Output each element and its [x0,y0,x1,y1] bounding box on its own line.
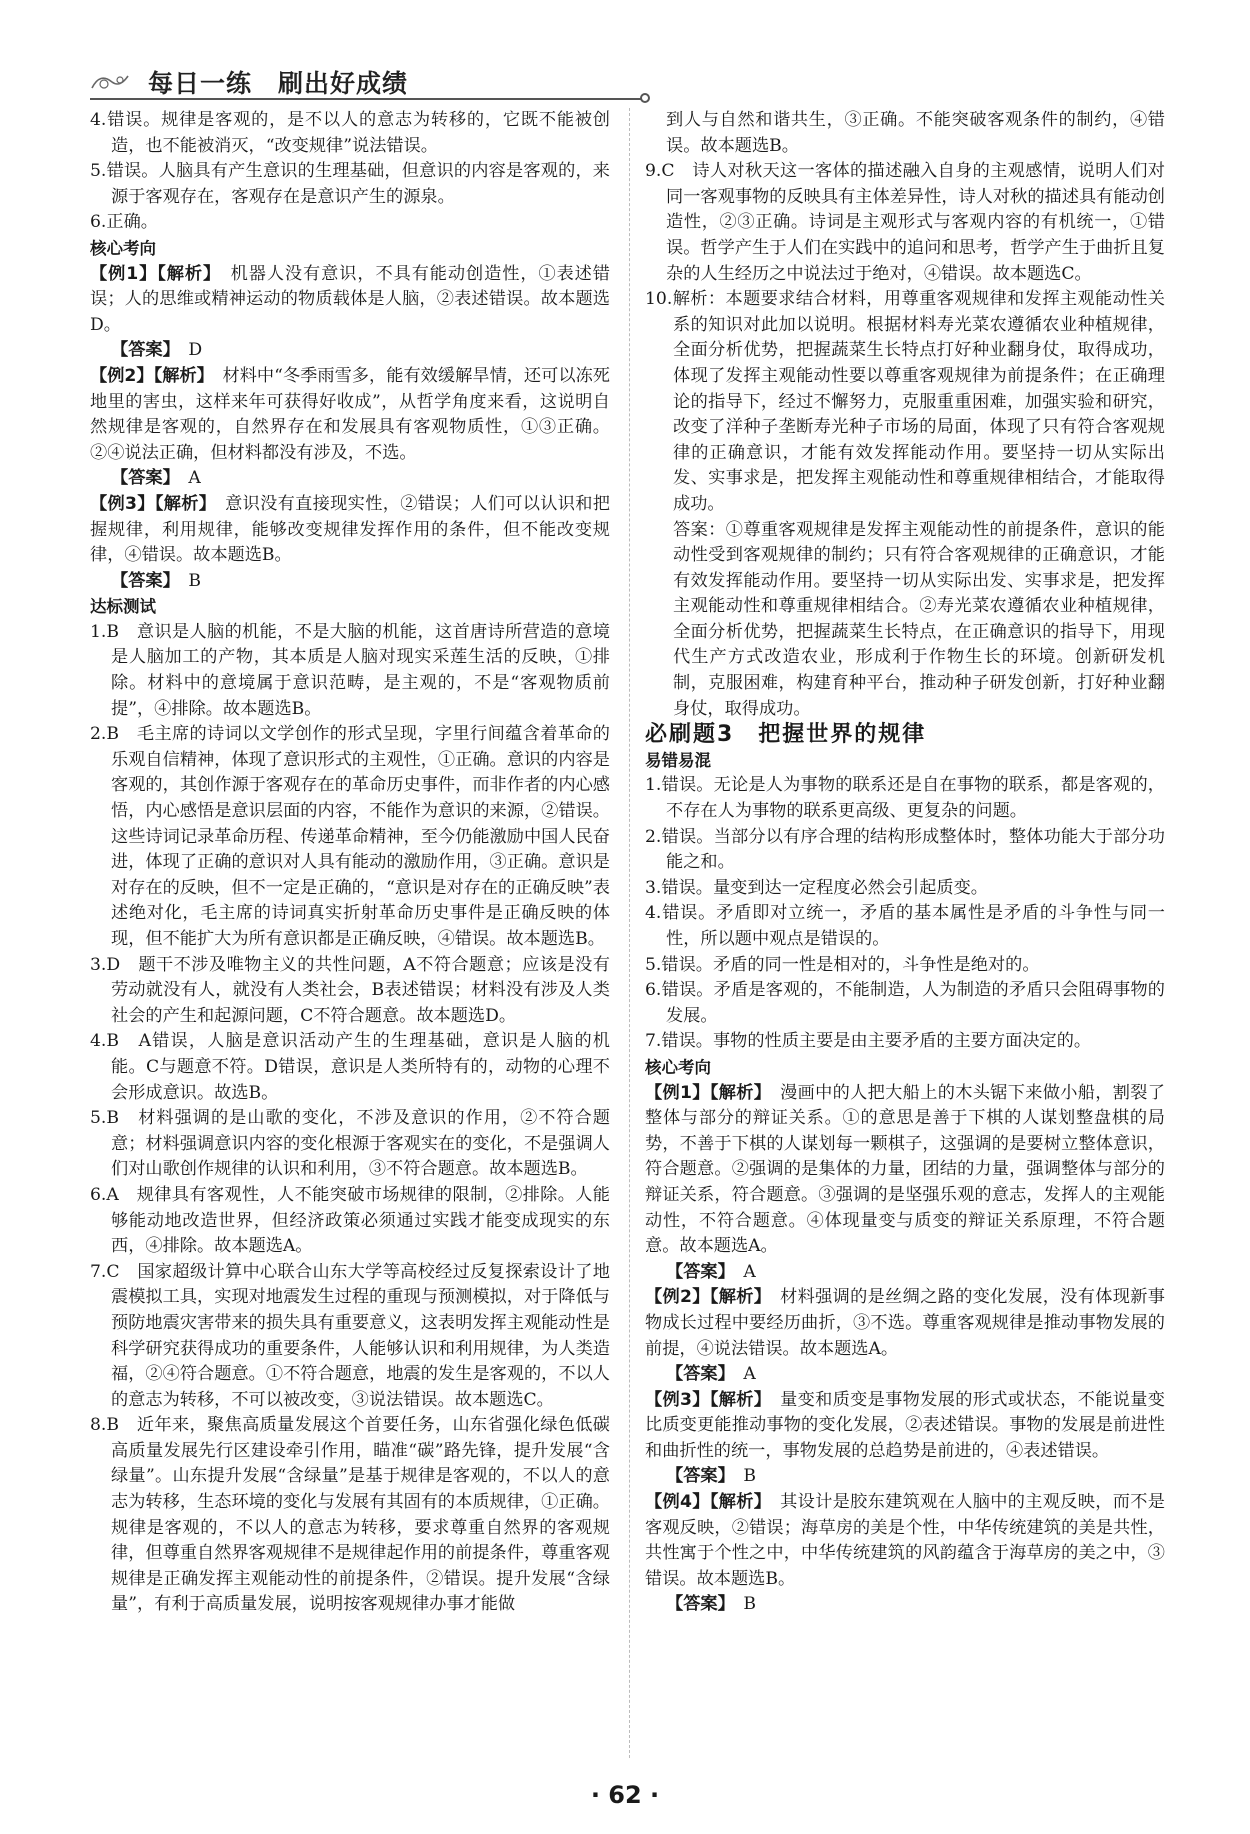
column-divider [629,108,630,1758]
error-item-1: 1.错误。无论是人为事物的联系还是自在事物的联系，都是客观的，不存在人为事物的联系更高级、更复杂的问题。 [645,775,1165,822]
intro-item-5: 5.错误。人脑具有产生意识的生理基础，但意识的内容是客观的，来源于客观存在，客观存在是意识产生的源泉。 [90,161,610,207]
section-heading-core: 核心考向 [90,238,156,258]
right-example-4: 【例4】【解析】 其设计是胶东建筑观在人脑中的主观反映，而不是客观反映，②错误；海草房的美是个性，中华传统建筑的美是共性，共性寓于个性之中，中华传统建筑的风韵蕴含于海草房的美之中，③错误。故本题选B。 [645,1492,1165,1589]
left-example-2: 【例2】【解析】 材料中“冬季雨雪多，能有效缓解旱情，还可以冻死地里的害虫，这样来年可获得好收成”，从哲学角度来看，这说明自然规律是客观的，自然界存在和发展具有客观物质性，①③正确。②④说法正确，但材料都没有涉及，不选。 [90,365,610,463]
right-example-1: 【例1】【解析】 漫画中的人把大船上的木头锯下来做小船，割裂了整体与部分的辩证关系。①的意思是善于下棋的人谋划整盘棋的局势，不善于下棋的人谋划每一颗棋子，这强调的是要树立整体意识，符合题意。②强调的是集体的力量，团结的力量，强调整体与部分的辩证关系，符合题意。③强调的是坚强乐观的意志，发挥人的主观能动性，不符合题意。④体现量变与质变的辩证关系原理，不符合题意。故本题选A。 [645,1082,1165,1257]
section-heading-core-right: 核心考向 [645,1057,711,1077]
left-example-1: 【例1】【解析】 机器人没有意识，不具有能动创造性，①表述错误；人的思维或精神运动的物质载体是人脑，②表述错误。故本题选D。 [90,263,610,335]
error-item-4: 4.错误。矛盾即对立统一，矛盾的基本属性是矛盾的斗争性与同一性，所以题中观点是错误的。 [645,903,1165,949]
swirl-logo-icon [90,68,136,94]
left-answer-1: 【答案】 D [111,340,203,361]
left-example-3: 【例3】【解析】 意识没有直接现实性，②错误；人们可以认识和把握规律，利用规律，能够改变规律发挥作用的条件，但不能改变规律，④错误。故本题选B。 [90,493,610,566]
test-item-3: 3.D 题干不涉及唯物主义的共性问题，A不符合题意；应该是没有劳动就没有人，就没有人类社会，B表述错误；材料没有涉及人类社会的产生和起源问题，C不符合题意。故本题选D。 [90,954,610,1026]
test-item-4: 4.B A错误，人脑是意识活动产生的生理基础，意识是人脑的机能。C与题意不符。D错误，意识是人类所特有的，动物的心理不会形成意识。故选B。 [90,1031,610,1103]
page-number: · 62 · [590,1781,660,1809]
test-item-5: 5.B 材料强调的是山歌的变化，不涉及意识的作用，②不符合题意；材料强调意识内容的变化根源于客观实在的变化，不是强调人们对山歌创作规律的认识和利用，③不符合题意。故本题选B。 [90,1108,610,1180]
intro-item-6: 6.正确。 [90,212,158,233]
test-item-10: 10.解析：本题要求结合材料，用尊重客观规律和发挥主观能动性关系的知识对此加以说明。根据材料寿光菜农遵循农业种植规律，全面分析优势，把握蔬菜生长特点打好种业翻身仗，取得成功，体现了发挥主观能动性要以尊重客观规律为前提条件；在正确理论的指导下，经过不懈努力，克服重重困难，加强实验和研究，改变了洋种子垄断寿光种子市场的局面，体现了只有符合客观规律的正确意识，才能有效发挥能动作用。要坚持一切从实际出发、实事求是，把发挥主观能动性和尊重规律相结合，才能取得成功。 [645,289,1165,514]
header-rule-dot [640,93,650,103]
intro-item-4: 4.错误。规律是客观的，是不以人的意志为转移的，它既不能被创造，也不能被消灭，“改变规律”说法错误。 [90,110,610,156]
page-header [90,56,650,102]
right-answer-1: 【答案】 A [666,1261,756,1282]
error-item-6: 6.错误。矛盾是客观的，不能制造，人为制造的矛盾只会阻碍事物的发展。 [645,980,1165,1026]
test-item-10-answer: 答案：①尊重客观规律是发挥主观能动性的前提条件，意识的能动性受到客观规律的制约；只有符合客观规律的正确意识，才能有效发挥能动作用。要坚持一切从实际出发、实事求是，把发挥主观能动性和尊重规律相结合。②寿光菜农遵循农业种植规律，全面分析优势，把握蔬菜生长特点，在正确意识的指导下，用现代生产方式改造农业，形成利于作物生长的环境。创新研发机制，克服困难，构建育种平台，推动种子研发创新，打好种业翻身仗，取得成功。 [673,519,1165,719]
right-example-3: 【例3】【解析】 量变和质变是事物发展的形式或状态，不能说量变比质变更能推动事物的变化发展，②表述错误。事物的发展是前进性和曲折性的统一，事物发展的总趋势是前进的，④表述错误。 [645,1389,1165,1461]
right-column [645,108,1165,1618]
test-item-8-continued: 到人与自然和谐共生，③正确。不能突破客观条件的制约，④错误。故本题选B。 [666,110,1165,156]
chapter-heading: 必刷题3 把握世界的规律 [645,722,927,748]
section-heading-test: 达标测试 [90,597,156,617]
header-rule [90,98,645,100]
error-item-3: 3.错误。量变到达一定程度必然会引起质变。 [645,877,988,898]
test-item-2: 2.B 毛主席的诗词以文学创作的形式呈现，字里行间蕴含着革命的乐观自信精神，体现了意识形式的主观性，①正确。意识的内容是客观的，其创作源于客观存在的革命历史事件，而非作者的内心感悟，内心感悟是意识层面的内容，不能作为意识的来源，②错误。这些诗词记录革命历程、传递革命精神，至今仍能激励中国人民奋进，体现了正确的意识对人具有能动的激励作用，③正确。意识是对存在的反映，但不一定是正确的，“意识是对存在的正确反映”表述绝对化，毛主席的诗词真实折射革命历史事件是正确反映的体现，但不能扩大为所有意识都是正确反映，④错误。故本题选B。 [90,724,610,949]
right-answer-2: 【答案】 A [666,1364,756,1385]
left-answer-3: 【答案】 B [111,570,201,591]
error-item-7: 7.错误。事物的性质主要是由主要矛盾的主要方面决定的。 [645,1031,1092,1052]
test-item-7: 7.C 国家超级计算中心联合山东大学等高校经过反复探索设计了地震模拟工具，实现对地震发生过程的重现与预测模拟，对于降低与预防地震灾害带来的损失具有重要意义，这表明发挥主观能动性是科学研究获得成功的重要条件，人能够认识和利用规律，为人类造福，②④符合题意。①不符合题意，地震的发生是客观的，不以人的意志为转移，不可以被改变，③说法错误。故本题选C。 [90,1261,610,1410]
test-item-9: 9.C 诗人对秋天这一客体的描述融入自身的主观感情，说明人们对同一客观事物的反映具有主体差异性，诗人对秋的描述具有能动创造性，②③正确。诗词是主观形式与客观内容的有机统一，①错误。哲学产生于人们在实践中的追问和思考，哲学产生于曲折且复杂的人生经历之中说法过于绝对，④错误。故本题选C。 [645,161,1165,284]
header-title: 每日一练 刷出好成绩 [148,69,409,98]
section-heading-errors: 易错易混 [645,750,711,770]
test-item-6: 6.A 规律具有客观性，人不能突破市场规律的限制，②排除。人能够能动地改造世界，但经济政策必须通过实践才能变成现实的东西，④排除。故本题选A。 [90,1184,610,1257]
error-item-5: 5.错误。矛盾的同一性是相对的，斗争性是绝对的。 [645,954,1040,975]
test-item-1: 1.B 意识是人脑的机能，不是大脑的机能，这首唐诗所营造的意境是人脑加工的产物，其本质是人脑对现实采莲生活的反映，①排除。材料中的意境属于意识范畴，是主观的，不是“客观物质前提”，④排除。故本题选B。 [90,621,610,719]
left-answer-2: 【答案】 A [111,468,201,489]
error-item-2: 2.错误。当部分以有序合理的结构形成整体时，整体功能大于部分功能之和。 [645,826,1165,873]
test-item-8: 8.B 近年来，聚焦高质量发展这个首要任务，山东省强化绿色低碳高质量发展先行区建设牵引作用，瞄准“碳”路先锋，提升发展“含绿量”。山东提升发展“含绿量”是基于规律是客观的，不以人的意志为转移，生态环境的变化与发展有其固有的本质规律，①正确。规律是客观的，不以人的意志为转移，要求尊重自然界的客观规律，但尊重自然界客观规律不是规律起作用的前提条件，尊重客观规律是正确发挥主观能动性的前提条件，②错误。提升发展“含绿量”，有利于高质量发展，说明按客观规律办事才能做 [90,1415,610,1615]
left-column [90,108,610,1618]
right-example-2: 【例2】【解析】 材料强调的是丝绸之路的变化发展，没有体现新事物成长过程中要经历曲折，③不选。尊重客观规律是推动事物发展的前提，④说法错误。故本题选A。 [645,1287,1165,1359]
right-answer-3: 【答案】 B [666,1466,756,1487]
right-answer-4: 【答案】 B [666,1594,756,1615]
